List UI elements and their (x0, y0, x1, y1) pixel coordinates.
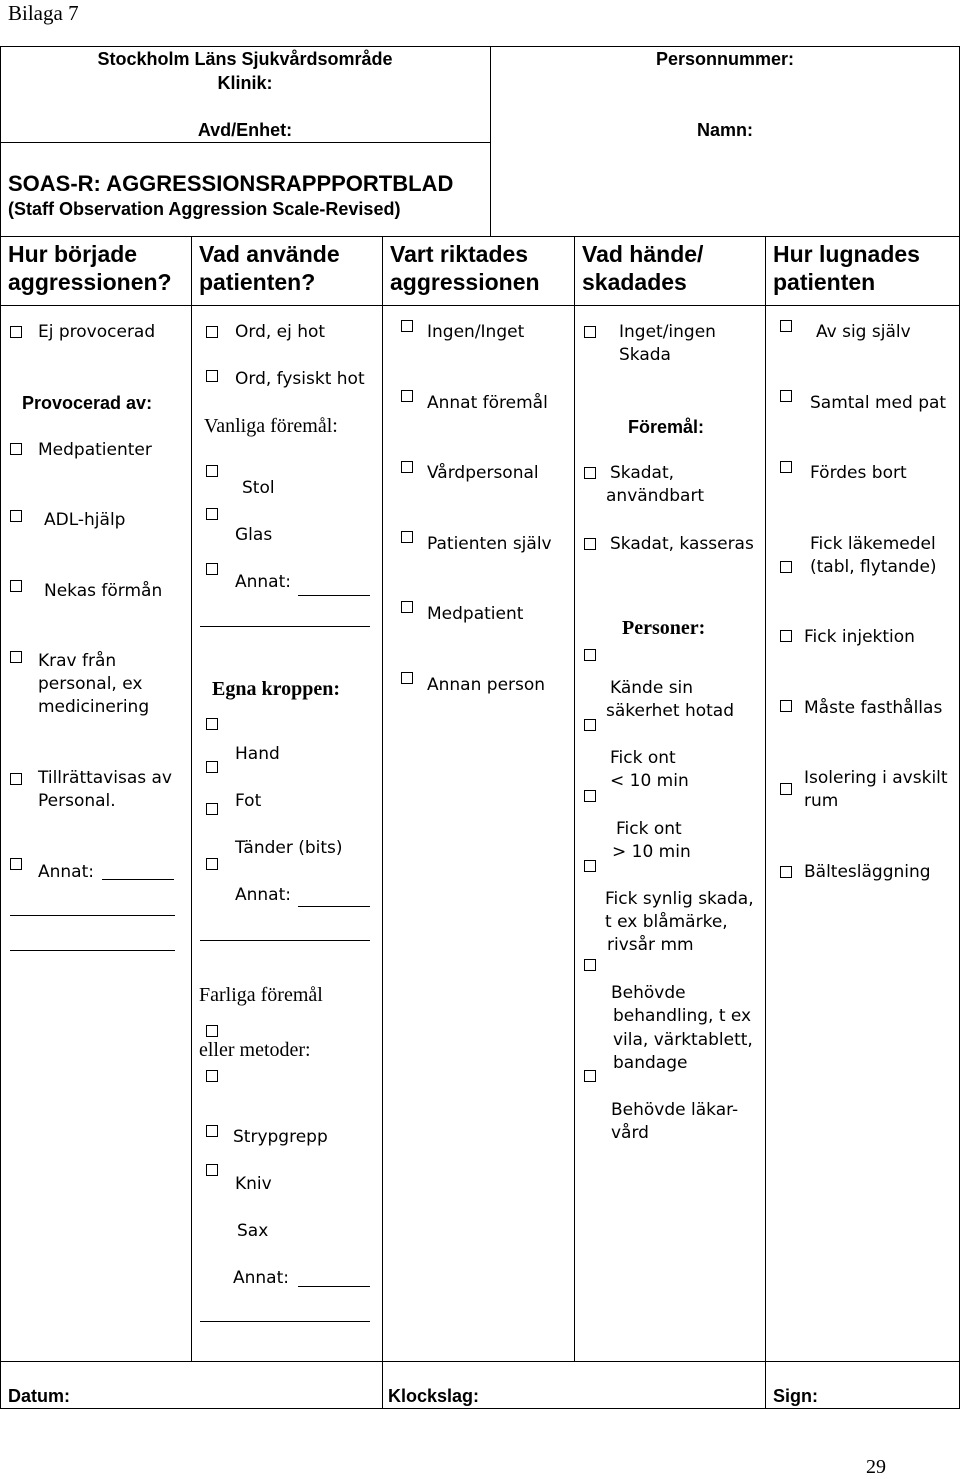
option-annat-foremal: Annat föremål (427, 393, 548, 413)
option-krav-line2: personal, ex (38, 674, 143, 694)
option-synlig-line2: t ex blåmärke, (605, 912, 728, 932)
checkbox-maste-fasthallas[interactable] (780, 700, 792, 712)
col1-header-line1: Hur började (8, 241, 138, 267)
annat-vanliga-line2[interactable] (200, 626, 370, 627)
checkbox-fick-ont-over[interactable] (584, 790, 596, 802)
col5-header-line2: patienten (773, 269, 876, 295)
annat-col1-line1[interactable] (102, 879, 174, 880)
option-skadat-line1: Skadat, (610, 463, 675, 483)
annat-farliga-line1[interactable] (298, 1286, 370, 1287)
option-kniv: Kniv (235, 1174, 272, 1194)
annat-egna-line2[interactable] (200, 940, 370, 941)
option-annan-person: Annan person (427, 675, 546, 695)
foremal-heading: Föremål: (628, 417, 705, 437)
option-lakarvard-line2: vård (611, 1123, 649, 1143)
option-annat-col1: Annat: (38, 862, 94, 882)
namn-label: Namn: (696, 120, 753, 140)
checkbox-medpatienter[interactable] (10, 443, 22, 455)
col4-header-line1: Vad hände/ (582, 241, 704, 267)
option-fot: Fot (235, 791, 262, 811)
checkbox-kniv[interactable] (206, 1164, 218, 1176)
checkbox-baltesslaggning[interactable] (780, 866, 792, 878)
datum-label: Datum: (8, 1386, 70, 1406)
option-tillrattavisas-line1: Tillrättavisas av (38, 768, 172, 788)
checkbox-krav-fran-personal[interactable] (10, 651, 22, 663)
farliga-foremal-heading: Farliga föremål (199, 984, 323, 1006)
option-inget-line2: Skada (619, 345, 671, 365)
checkbox-nekas-forman[interactable] (10, 580, 22, 592)
sign-label: Sign: (773, 1386, 818, 1406)
option-fordes-bort: Fördes bort (810, 463, 907, 483)
option-ej-provocerad: Ej provocerad (38, 322, 156, 342)
option-lakarvard-line1: Behövde läkar- (611, 1100, 739, 1120)
checkbox-fordes-bort[interactable] (780, 461, 792, 473)
option-behandling-line3: vila, värktablett, (613, 1030, 753, 1050)
option-lakemedel-line1: Fick läkemedel (810, 534, 936, 554)
option-tander: Tänder (bits) (235, 838, 343, 858)
personnummer-label: Personnummer: (655, 49, 795, 69)
checkbox-ingen-inget[interactable] (401, 320, 413, 332)
option-skadat-line2: användbart (606, 486, 705, 506)
option-isolering-line1: Isolering i avskilt (804, 768, 948, 788)
option-synlig-line1: Fick synlig skada, (605, 889, 754, 909)
option-skadat-kasseras: Skadat, kasseras (610, 534, 754, 554)
checkbox-samtal-med-pat[interactable] (780, 390, 792, 402)
col1-header-line2: aggressionen? (8, 269, 172, 295)
option-nekas-forman: Nekas förmån (44, 581, 163, 601)
page-number: 29 (866, 1456, 886, 1478)
option-ingen-inget: Ingen/Inget (427, 322, 525, 342)
option-samtal-med-pat: Samtal med pat (810, 393, 947, 413)
option-krav-line3: medicinering (38, 697, 150, 717)
option-lakemedel-line2: (tabl, flytande) (810, 557, 937, 577)
option-sax: Sax (237, 1221, 269, 1241)
form-subtitle: (Staff Observation Aggression Scale-Revised) (8, 199, 401, 219)
checkbox-ej-provocerad[interactable] (10, 326, 22, 338)
option-ord-fysiskt-hot: Ord, fysiskt hot (235, 369, 365, 389)
option-krav-line1: Krav från (38, 651, 117, 671)
option-annat-vanliga: Annat: (235, 572, 291, 592)
option-medpatienter: Medpatienter (38, 440, 152, 460)
option-hand: Hand (235, 744, 280, 764)
option-behandling-line1: Behövde (611, 983, 686, 1003)
klockslag-label: Klockslag: (388, 1386, 480, 1406)
checkbox-fick-ont-under[interactable] (584, 719, 596, 731)
checkbox-kande-sin-sakerhet[interactable] (584, 649, 596, 661)
option-glas: Glas (235, 525, 273, 545)
egna-kroppen-heading: Egna kroppen: (212, 678, 341, 700)
annat-col1-line2[interactable] (10, 915, 175, 916)
provocerad-av-heading: Provocerad av: (22, 393, 153, 413)
form-title: SOAS-R: AGGRESSIONSRAPPPORTBLAD (8, 171, 454, 196)
col3-header-line2: aggressionen (390, 269, 540, 295)
option-annat-farliga: Annat: (233, 1268, 289, 1288)
organisation-name: Stockholm Läns Sjukvårdsområde (97, 49, 393, 69)
checkbox-fick-synlig-skada[interactable] (584, 860, 596, 872)
checkbox-fot[interactable] (206, 761, 218, 773)
klinik-label: Klinik: (217, 73, 273, 93)
option-stol: Stol (242, 478, 275, 498)
option-behandling-line2: behandling, t ex (613, 1006, 752, 1026)
avd-enhet-label: Avd/Enhet: (197, 120, 293, 140)
option-behandling-line4: bandage (613, 1053, 688, 1073)
option-patienten-sjalv: Patienten själv (427, 534, 552, 554)
checkbox-behovde-lakarvard[interactable] (584, 1070, 596, 1082)
option-annat-egna: Annat: (235, 885, 291, 905)
checkbox-annat-vanliga[interactable] (206, 563, 218, 575)
col3-header-line1: Vart riktades (390, 241, 529, 267)
option-fick-injektion: Fick injektion (804, 627, 915, 647)
option-tillrattavisas-line2: Personal. (38, 791, 116, 811)
checkbox-strypgrepp[interactable] (206, 1125, 218, 1137)
checkbox-farliga-2[interactable] (206, 1070, 218, 1082)
checkbox-hand[interactable] (206, 718, 218, 730)
col2-header-line1: Vad använde (199, 241, 340, 267)
option-inget-line1: Inget/ingen (619, 322, 716, 342)
checkbox-tillrattavisas[interactable] (10, 773, 22, 785)
option-adl-hjalp: ADL-hjälp (44, 510, 126, 530)
checkbox-fick-injektion[interactable] (780, 630, 792, 642)
option-synlig-line3: rivsår mm (607, 935, 694, 955)
option-ord-ej-hot: Ord, ej hot (235, 322, 326, 342)
checkbox-vardpersonal[interactable] (401, 461, 413, 473)
checkbox-inget-ingen-skada[interactable] (584, 326, 596, 338)
checkbox-annan-person[interactable] (401, 672, 413, 684)
option-kande-line2: säkerhet hotad (606, 701, 735, 721)
checkbox-fick-lakemedel[interactable] (780, 561, 792, 573)
annat-egna-line1[interactable] (298, 906, 370, 907)
checkbox-medpatient[interactable] (401, 601, 413, 613)
option-fick-ont2-line1: Fick ont (616, 819, 682, 839)
checkbox-annat-egna[interactable] (206, 858, 218, 870)
checkbox-stol[interactable] (206, 465, 218, 477)
annat-farliga-line2[interactable] (200, 1321, 370, 1322)
checkbox-skadat-kasseras[interactable] (584, 538, 596, 550)
checkbox-adl-hjalp[interactable] (10, 510, 22, 522)
checkbox-glas[interactable] (206, 508, 218, 520)
option-baltesslaggning: Bältesläggning (804, 862, 931, 882)
vanliga-foremal-heading: Vanliga föremål: (204, 415, 338, 437)
checkbox-annat-col1[interactable] (10, 858, 22, 870)
checkbox-farliga-1[interactable] (206, 1025, 218, 1037)
option-medpatient: Medpatient (427, 604, 524, 624)
checkbox-av-sig-sjalv[interactable] (780, 320, 792, 332)
checkbox-tander[interactable] (206, 803, 218, 815)
checkbox-patienten-sjalv[interactable] (401, 531, 413, 543)
checkbox-annat-foremal[interactable] (401, 390, 413, 402)
eller-metoder-heading: eller metoder: (199, 1039, 311, 1061)
option-fick-ont2-line2: > 10 min (612, 842, 691, 862)
checkbox-ord-fysiskt-hot[interactable] (206, 370, 218, 382)
checkbox-ord-ej-hot[interactable] (206, 326, 218, 338)
option-kande-line1: Kände sin (610, 678, 694, 698)
option-fick-ont1-line1: Fick ont (610, 748, 676, 768)
appendix-label: Bilaga 7 (8, 1, 79, 25)
personer-heading: Personer: (622, 617, 706, 639)
checkbox-skadat-anvandbart[interactable] (584, 467, 596, 479)
option-strypgrepp: Strypgrepp (233, 1127, 328, 1147)
option-maste-fasthallas: Måste fasthållas (804, 698, 943, 718)
option-isolering-line2: rum (804, 791, 839, 811)
col5-header-line1: Hur lugnades (773, 241, 920, 267)
annat-vanliga-line1[interactable] (298, 595, 370, 596)
checkbox-isolering[interactable] (780, 783, 792, 795)
col4-header-line2: skadades (582, 269, 687, 295)
option-av-sig-sjalv: Av sig själv (816, 322, 911, 342)
option-fick-ont1-line2: < 10 min (610, 771, 689, 791)
col2-header-line2: patienten? (199, 269, 316, 295)
option-vardpersonal: Vårdpersonal (427, 463, 539, 483)
annat-col1-line3[interactable] (10, 950, 175, 951)
checkbox-behovde-behandling[interactable] (584, 959, 596, 971)
